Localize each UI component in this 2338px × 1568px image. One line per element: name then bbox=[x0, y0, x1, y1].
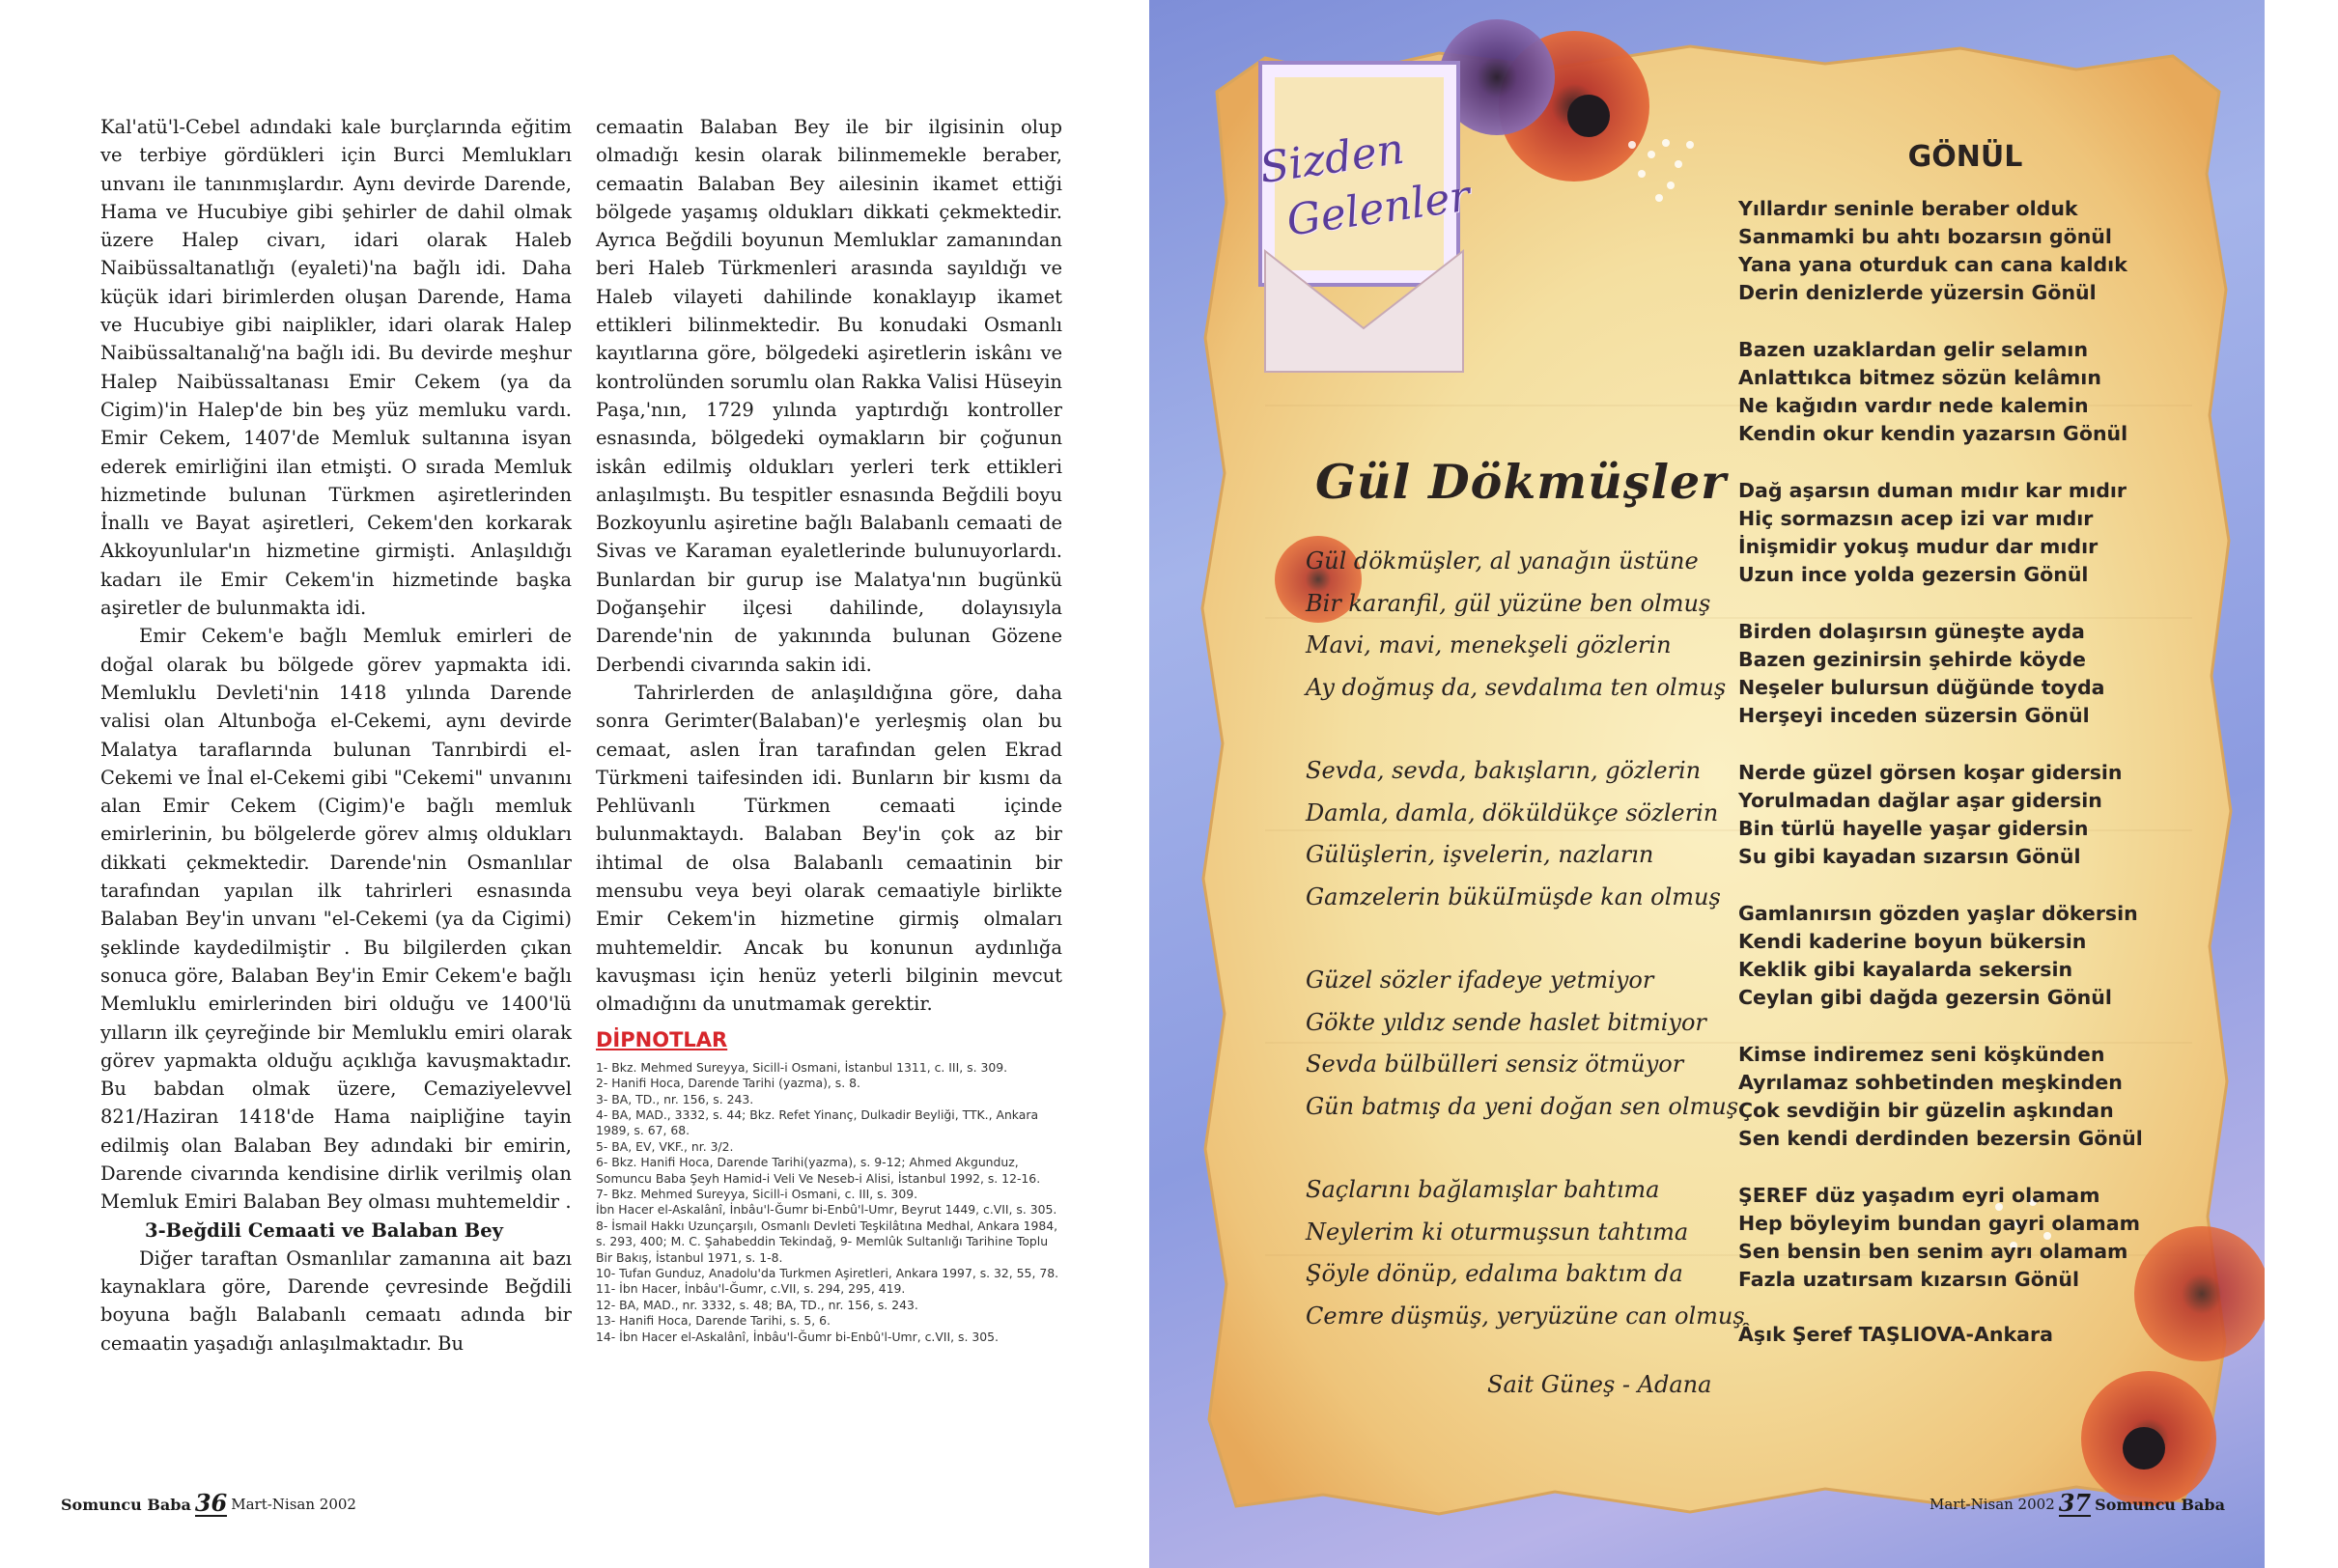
poem-line: Yıllardır seninle beraber olduk bbox=[1738, 197, 2078, 220]
section-logo-line2: Gelenler bbox=[1283, 171, 1474, 246]
poem-line: Sen kendi derdinden bezersin Gönül bbox=[1738, 1127, 2143, 1150]
footnote: 8- İsmail Hakkı Uzunçarşılı, Osmanlı Devleti Teşkilâtına Medhal, Ankara 1984, s. 293, 400; M. C. Şahabeddin Tekindağ, 9- Memlûk Sultanlığı Tarihine Toplu Bir Bakış, İstanbul 1971, s. 1-8. bbox=[596, 1218, 1058, 1265]
poem-body bbox=[1738, 195, 2143, 1323]
poem-line: Bin türlü hayelle yaşar gidersin bbox=[1738, 817, 2089, 840]
footnote: 3- BA, TD., nr. 156, s. 243. bbox=[596, 1091, 754, 1106]
poem-stanza bbox=[1738, 1182, 2143, 1294]
footnote: 5- BA, EV, VKF., nr. 3/2. bbox=[596, 1138, 734, 1154]
page-folio-left bbox=[61, 1489, 356, 1517]
footnote: 7- Bkz. Mehmed Sureyya, Sicill-i Osmani, c. III, s. 309. bbox=[596, 1187, 918, 1202]
poem-line: Sevda, sevda, bakışların, gözlerin bbox=[1306, 757, 1702, 784]
footnote: 12- BA, MAD., nr. 3332, s. 48; BA, TD., nr. 156, s. 243. bbox=[596, 1297, 918, 1312]
poem-line: Ayrılamaz sohbetinden meşkinden bbox=[1738, 1071, 2123, 1094]
poem-stanza bbox=[1306, 960, 1745, 1128]
poem-line: ŞEREF düz yaşadım eyri olamam bbox=[1738, 1184, 2100, 1207]
flower-decoration bbox=[1567, 95, 1610, 137]
poem-line: Keklik gibi kayalarda sekersin bbox=[1738, 958, 2073, 981]
footnotes-list bbox=[596, 1060, 1062, 1345]
poem-title: GÖNÜL bbox=[1907, 140, 2023, 174]
footnote: 10- Tufan Gunduz, Anadolu'da Turkmen Aşiretleri, Ankara 1997, s. 32, 55, 78. bbox=[596, 1266, 1059, 1281]
poem-line: Gamzelerin büküImüşde kan olmuş bbox=[1306, 882, 1721, 910]
poem-line: Hep böyleyim bundan gayri olamam bbox=[1738, 1212, 2140, 1235]
paragraph: Kal'atü'l-Cebel adındaki kale burçlarında eğitim ve terbiye gördükleri için Burci Memlukları unvanı ile tanınmışlardır. Aynı devirde Darende, Hama ve Hucubiye gibi şehirler de dahil olmak üzere Halep civarı, idari olarak Haleb Naibüssaltanatlığı (eyaleti)'na bağlı idi. Daha küçük idari birimlerden oluşan Darende, Hama ve Hucubiye gibi naiplikler, idari olarak Halep Naibüssaltanalığ'na bağlı idi. Bu devirde meşhur Halep Naibüssaltanası Emir Cekem (ya da Cigim)'in Halep'de bin beş yüz memluku vardı. Emir Cekem, 1407'de Memluk sultanına isyan ederek emirliğini ilan etmişti. O sırada Memluk hizmetinde bulunan Türkmen aşiretlerinden İnallı ve Bayat aşiretleri, Cekem'den korkarak Akkoyunlular'ın hizmetine girmişti. Anlaşıldığı kadarı ile Emir Cekem'in hizmetinde başka aşiretler de bulunmakta idi. bbox=[100, 116, 572, 620]
poem-line: Gül dökmüşler, al yanağın üstüne bbox=[1306, 547, 1699, 574]
poem-line: Cemre düşmüş, yeryüzüne can olmuş bbox=[1306, 1302, 1745, 1330]
poem-line: Sevda bülbülleri sensiz ötmüyor bbox=[1306, 1050, 1684, 1078]
paragraph: Diğer taraftan Osmanlılar zamanına ait bazı kaynaklara göre, Darende çevresinde Beğdili boyuna bağlı Balabanlı cemaatı adında bir cemaatin yaşadığı anlaşılmaktadır. Bu bbox=[100, 1246, 572, 1355]
text-column-2 bbox=[596, 113, 1062, 1345]
poem-line: İnişmidir yokuş mudur dar mıdır bbox=[1738, 535, 2099, 558]
poem-artwork bbox=[1149, 0, 2265, 1568]
poem-line: Dağ aşarsın duman mıdır kar mıdır bbox=[1738, 479, 2127, 502]
footnote: İbn Hacer el-Askalânî, İnbâu'l-Ğumr bi-Enbû'l-Umr, Beyrut 1449, c.VII, s. 305. bbox=[596, 1202, 1057, 1218]
page-number: 37 bbox=[2058, 1489, 2092, 1517]
poem-line: Uzun ince yolda gezersin Gönül bbox=[1738, 563, 2089, 586]
poem-line: Güzel sözler ifadeye yetmiyor bbox=[1306, 966, 1654, 994]
poem-author: Sait Güneş - Adana bbox=[1487, 1371, 1712, 1398]
poem-line: Birden dolaşırsın güneşte ayda bbox=[1738, 620, 2085, 643]
footnote: 11- İbn Hacer, İnbâu'l-Ğumr, c.VII, s. 294, 295, 419. bbox=[596, 1281, 906, 1297]
poem-line: Bir karanfil, gül yüzüne ben olmuş bbox=[1306, 589, 1711, 617]
poem-line: Fazla uzatırsam kızarsın Gönül bbox=[1738, 1268, 2080, 1291]
right-page bbox=[1149, 0, 2338, 1568]
poem-line: Ceylan gibi dağda gezersin Gönül bbox=[1738, 986, 2112, 1009]
poem-line: Ay doğmuş da, sevdalıma ten olmuş bbox=[1306, 673, 1727, 701]
page-folio-right bbox=[1930, 1489, 2225, 1517]
poem-author: Âşık Şeref TAŞLIOVA-Ankara bbox=[1738, 1323, 2053, 1346]
poem-line: Bazen gezinirsin şehirde köyde bbox=[1738, 648, 2086, 671]
magazine-name: Somuncu Baba bbox=[61, 1495, 191, 1514]
poem-title: Gül Dökmüşler bbox=[1315, 454, 1727, 510]
poem-line: Ne kağıdın vardır nede kalemin bbox=[1738, 394, 2089, 417]
poem-line: Gökte yıldız sende haslet bitmiyor bbox=[1306, 1008, 1706, 1036]
poem-line: Kimse indiremez seni köşkünden bbox=[1738, 1043, 2105, 1066]
issue-date: Mart-Nisan 2002 bbox=[1930, 1496, 2055, 1513]
poem-line: Gün batmış da yeni doğan sen olmuş bbox=[1306, 1092, 1739, 1120]
poem-line: Çok sevdiğin bir güzelin aşkından bbox=[1738, 1099, 2114, 1122]
footnote: 13- Hanifi Hoca, Darende Tarihi, s. 5, 6. bbox=[596, 1313, 831, 1329]
magazine-name: Somuncu Baba bbox=[2095, 1495, 2225, 1514]
section-logo-line1: Sizden bbox=[1256, 124, 1408, 194]
paragraph: Emir Cekem'e bağlı Memluk emirleri de doğal olarak bu bölgede görev yapmakta idi. Memluklu Devleti'nin 1418 yılında Darende valisi olan Altunboğa el-Cekemi, aynı devirde Malatya taraflarında bulunan Tanrıbirdi el-Cekemi ve İnal el-Cekemi gibi "Cekemi" unvanını alan Emir Cekem (Cigim)'e bağlı memluk emirlerinin, bu bölgelerde görev almış oldukları dikkati çekmektedir. Darende'nin Osmanlılar tarafından yapılan ilk tahrirleri esnasında Balaban Bey'in unvanı "el-Cekemi (ya da Cigimi) şeklinde kaydedilmiştir . Bu bilgilerden çıkan sonuca göre, Balaban Bey'in Emir Cekem'e bağlı Memluklu emirlerinden biri olduğu ve 1400'lü yılların ilk çeyreğinde bir Memluklu emiri olarak görev yapmakta olduğu açıklığa kavuşmaktadır. Bu babdan olmak üzere, Cemaziyelevvel 821/Haziran 1418'de Hama naipliğine tayin edilmiş olan Balaban Bey adındaki bir emirin, Darende civarında kendisine dirlik verilmiş olan Memluk Emiri Balaban Bey olması muhtemeldir . bbox=[100, 625, 572, 1214]
poem-line: Sen bensin ben senim ayrı olamam bbox=[1738, 1240, 2128, 1263]
poem-line: Kendi kaderine boyun bükersin bbox=[1738, 930, 2087, 953]
poem-line: Kendin okur kendin yazarsın Gönül bbox=[1738, 422, 2128, 445]
left-page bbox=[0, 0, 1149, 1568]
poem-line: Yana yana oturduk can cana kaldık bbox=[1738, 253, 2127, 276]
page-number: 36 bbox=[194, 1489, 228, 1517]
footnote: 1- Bkz. Mehmed Sureyya, Sicill-i Osmani, İstanbul 1311, c. III, s. 309. bbox=[596, 1059, 1008, 1075]
poem-line: Derin denizlerde yüzersin Gönül bbox=[1738, 281, 2097, 304]
poem-line: Anlattıkca bitmez sözün kelâmın bbox=[1738, 366, 2101, 389]
poem-line: Damla, damla, döküldükçe sözlerin bbox=[1306, 798, 1719, 826]
poem-line: Gamlanırsın gözden yaşlar dökersin bbox=[1738, 902, 2138, 925]
poem-line: Mavi, mavi, menekşeli gözlerin bbox=[1306, 631, 1672, 658]
poem-line: Neylerim ki oturmuşsun tahtıma bbox=[1306, 1218, 1689, 1246]
poem-line: Neşeler bulursun düğünde toyda bbox=[1738, 676, 2105, 699]
poem-stanza bbox=[1306, 541, 1745, 709]
poem-line: Hiç sormazsın acep izi var mıdır bbox=[1738, 507, 2094, 530]
footnote: 4- BA, MAD., 3332, s. 44; Bkz. Refet Yinanç, Dulkadir Beyliği, TTK., Ankara 1989, s. 67, 68. bbox=[596, 1107, 1039, 1138]
poem-stanza bbox=[1738, 1041, 2143, 1153]
poem-line: Gülüşlerin, işvelerin, nazların bbox=[1306, 841, 1654, 868]
footnotes-heading: DİPNOTLAR bbox=[596, 1027, 728, 1051]
poem-stanza bbox=[1738, 336, 2143, 448]
footnote: 2- Hanifi Hoca, Darende Tarihi (yazma), s. 8. bbox=[596, 1076, 860, 1091]
poem-stanza bbox=[1306, 1169, 1745, 1337]
section-subheading: 3-Beğdili Cemaati ve Balaban Bey bbox=[145, 1218, 504, 1242]
paragraph: Tahrirlerden de anlaşıldığına göre, daha sonra Gerimter(Balaban)'e yerleşmiş olan bu cemaat, aslen İran tarafından gelen Ekrad Türkmeni taifesinden idi. Bunların bir kısmı da Pehlüvanlı Türkmen cemaati içinde bulunmaktaydı. Balaban Bey'in çok az bir ihtimal de olsa Balabanlı cemaatinin bir mensubu veya beyi olarak cemaatiyle birlikte Emir Cekem'in hizmetine girmiş olmaları muhtemeldir. Ancak bu konunun aydınlığa kavuşması için henüz yeterli bilginin mevcut olmadığını da unutmamak gerektir. bbox=[596, 681, 1062, 1016]
flower-decoration bbox=[2123, 1427, 2165, 1470]
poem-line: Sanmamki bu ahtı bozarsın gönül bbox=[1738, 225, 2112, 248]
poem-line: Nerde güzel görsen koşar gidersin bbox=[1738, 761, 2123, 784]
poem-stanza bbox=[1738, 900, 2143, 1012]
poem-stanza bbox=[1738, 195, 2143, 307]
poem-body bbox=[1306, 541, 1745, 1379]
poem-line: Şöyle dönüp, edalıma baktım da bbox=[1306, 1260, 1683, 1287]
footnote: 6- Bkz. Hanifi Hoca, Darende Tarihi(yazma), s. 9-12; Ahmed Akgunduz, Somuncu Baba Şeyh Hamid-i Veli Ve Neseb-i Alisi, İstanbul 1992, s. 12-16. bbox=[596, 1155, 1041, 1186]
text-column-1 bbox=[100, 113, 572, 1358]
paragraph: cemaatin Balaban Bey ile bir ilgisinin olup olmadığı kesin olarak bilinmemekle beraber, cemaatin Balaban Bey ailesinin ikamet ettiği bölgede yaşamış oldukları dikkati çekmektedir. Ayrıca Beğdili boyunun Memluklar zamanından beri Haleb Türkmenleri arasında sayıldığı ve Haleb vilayeti dahilinde konaklayıp ikamet ettikleri bilinmektedir. Bu konudaki Osmanlı kayıtlarına göre, bölgedeki aşiretlerin iskânı ve kontrolünden sorumlu olan Rakka Valisi Hüseyin Paşa,'nın, 1729 yılında yaptırdığı kontroller esnasında, bölgedeki oymakların bir çoğunun iskân edilmiş oldukları yerleri terk ettikleri anlaşılmıştı. Bu tespitler esnasında Beğdili boyu Bozkoyunlu aşiretine bağlı Balabanlı cemaati de Sivas ve Karaman eyaletlerinde bulunuyorlardı. Bunlardan bir gurup ise Malatya'nın bugünkü Doğanşehir ilçesi dahilinde, dolayısıyla Darende'nin de yakınında bulunan Gözene Derbendi civarında sakin idi. bbox=[596, 116, 1062, 676]
flower-decoration bbox=[2134, 1226, 2265, 1361]
poem-line: Saçlarını bağlamışlar bahtıma bbox=[1306, 1176, 1660, 1203]
footnote: 14- İbn Hacer el-Askalânî, İnbâu'l-Ğumr bi-Enbû'l-Umr, c.VII, s. 305. bbox=[596, 1329, 999, 1344]
poem-line: Bazen uzaklardan gelir selamın bbox=[1738, 338, 2089, 361]
poem-stanza bbox=[1738, 759, 2143, 871]
poem-stanza bbox=[1306, 750, 1745, 918]
poem-line: Herşeyi inceden süzersin Gönül bbox=[1738, 704, 2090, 727]
poem-line: Su gibi kayadan sızarsın Gönül bbox=[1738, 845, 2081, 868]
poem-stanza bbox=[1738, 618, 2143, 730]
poem-line: Yorulmadan dağlar aşar gidersin bbox=[1738, 789, 2102, 812]
issue-date: Mart-Nisan 2002 bbox=[231, 1496, 356, 1513]
poem-stanza bbox=[1738, 477, 2143, 589]
